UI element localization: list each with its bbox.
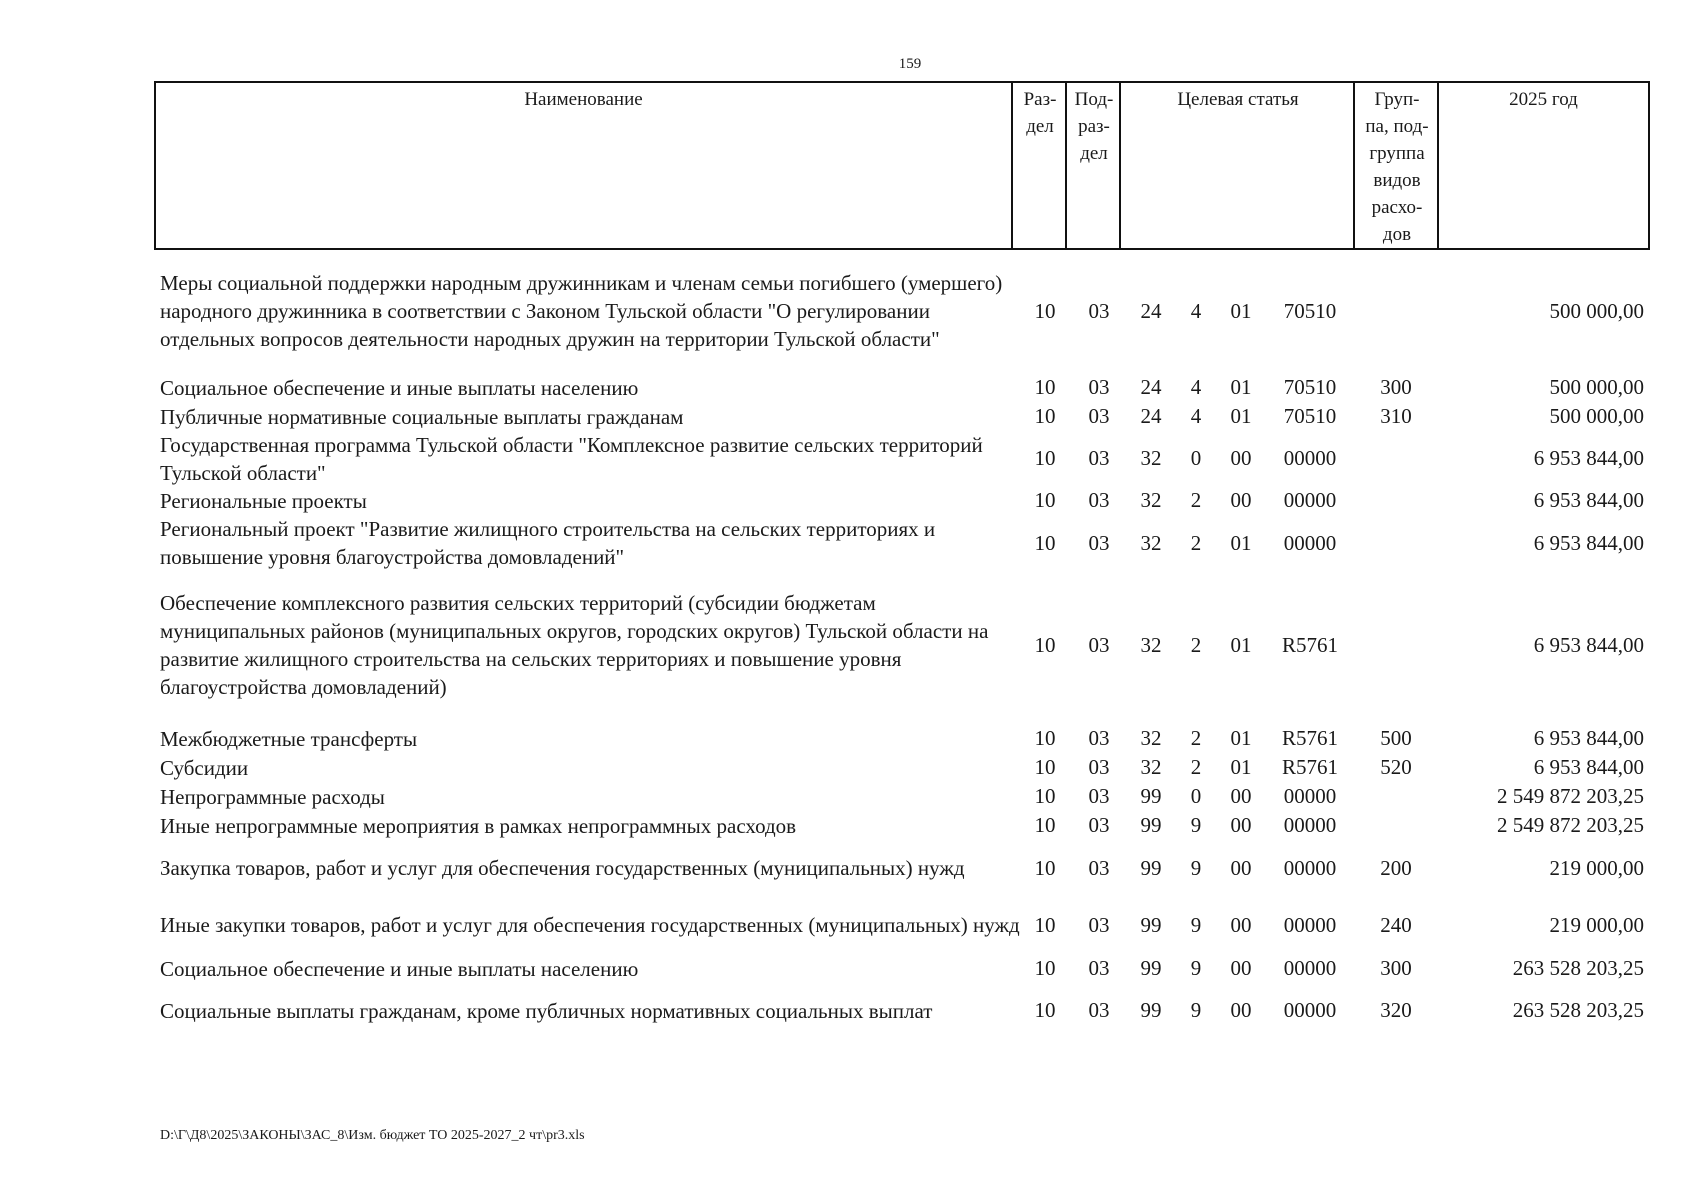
row-amount: 6 953 844,00 [1533,488,1644,512]
row-razdel: 10 [1034,784,1056,808]
row-p4: 00000 [1283,813,1337,837]
row-name: Иные закупки товаров, работ и услуг для обеспечения государственных (муниципальных) нужд [160,913,1020,937]
header-year-label: 2025 год [1509,89,1578,110]
row-amount: 6 953 844,00 [1533,755,1644,779]
row-podrazdel: 03 [1088,530,1110,555]
row-vid [1354,586,1438,704]
header-vid-line: группа [1369,143,1425,164]
row-name: Субсидии [160,755,249,780]
row-amount: 263 528 203,25 [1512,998,1644,1022]
header-name [156,83,1011,248]
row-vid: 520 [1380,755,1412,779]
row-p3: 00 [1230,912,1252,937]
row-p2: 9 [1190,912,1202,937]
row-p2: 2 [1190,755,1202,779]
row-name: Социальные выплаты гражданам, кроме публичных нормативных социальных выплат [160,998,933,1023]
row-podrazdel: 03 [1088,488,1110,512]
table-row [158,486,1650,515]
row-amount: 263 528 203,25 [1512,956,1644,980]
row-p2: 9 [1190,998,1202,1022]
row-podrazdel: 03 [1088,404,1110,428]
row-podrazdel: 03 [1088,375,1110,399]
row-p4: 00000 [1283,530,1337,555]
row-podrazdel: 03 [1088,298,1110,323]
row-p1: 32 [1140,755,1162,779]
row-p1: 99 [1140,998,1162,1022]
row-amount: 2 549 872 203,25 [1497,784,1644,808]
row-podrazdel: 03 [1088,855,1110,880]
row-podrazdel: 03 [1088,956,1110,980]
row-podrazdel: 03 [1088,726,1110,750]
row-vid: 200 [1380,855,1412,880]
table-row [158,983,1650,1038]
header-podrazdel [1065,83,1121,248]
row-vid: 500 [1380,726,1412,750]
row-name: Обеспечение комплексного развития сельских территорий (субсидии бюджетам муниципальных районов (муниципальных округов, городских округов) Тульской области на развитие жилищного строительства на сельских территориях и повышение уровня благоустройства домовладений) [160,591,989,699]
row-p3: 00 [1230,855,1252,880]
header-vid-line: па, под- [1365,116,1429,137]
row-podrazdel: 03 [1088,755,1110,779]
page-number: 159 [898,56,922,72]
row-vid [1354,252,1438,370]
row-amount: 2 549 872 203,25 [1497,813,1644,837]
row-name: Региональные проекты [160,488,367,513]
row-p2: 9 [1190,956,1202,980]
row-amount: 6 953 844,00 [1533,726,1644,750]
row-p3: 01 [1230,726,1252,750]
row-podrazdel: 03 [1088,912,1110,937]
row-name: Непрограммные расходы [160,784,385,809]
row-name: Публичные нормативные социальные выплаты гражданам [160,404,684,429]
row-p1: 99 [1140,912,1162,937]
row-p3: 00 [1230,998,1252,1022]
row-razdel: 10 [1034,912,1056,937]
row-amount: 6 953 844,00 [1533,632,1644,657]
row-p2: 2 [1190,726,1202,750]
row-amount: 500 000,00 [1549,298,1644,323]
row-p2: 2 [1190,488,1202,512]
row-vid [1354,486,1438,515]
row-name: Социальное обеспечение и иные выплаты населению [160,956,639,981]
header-year [1437,83,1648,248]
header-podrazdel-line: дел [1080,143,1108,164]
header-name-label: Наименование [524,89,643,110]
row-vid: 300 [1380,375,1412,399]
row-p3: 01 [1230,632,1252,657]
row-p4: R5761 [1281,726,1338,750]
table-row [158,431,1650,486]
row-amount: 219 000,00 [1549,912,1644,937]
row-p4: 70510 [1283,404,1337,428]
table-row [158,840,1650,896]
row-p4: 00000 [1283,488,1337,512]
row-razdel: 10 [1034,726,1056,750]
row-name: Закупка товаров, работ и услуг для обеспечения государственных (муниципальных) нужд [160,856,965,880]
header-target [1119,83,1355,248]
header-razdel-line: Раз- [1023,89,1057,110]
row-podrazdel: 03 [1088,998,1110,1022]
row-p3: 01 [1230,298,1252,323]
header-podrazdel-line: раз- [1078,116,1110,137]
row-p1: 32 [1140,726,1162,750]
row-p3: 01 [1230,404,1252,428]
file-path: D:\Г\Д8\2025\ЗАКОНЫ\ЗАС_8\Изм. бюджет ТО 2025-2027_2 чт\pr3.xls [160,1128,585,1143]
row-p3: 00 [1230,956,1252,980]
row-p2: 9 [1190,855,1202,880]
row-vid [1354,431,1438,486]
row-name: Меры социальной поддержки народным дружинникам и членам семьи погибшего (умершего) народного дружинника в соответствии с Законом Тульской области "О регулировании отдельных вопросов деятельности народных дружин на территории Тульской области" [160,271,1003,351]
row-podrazdel: 03 [1088,784,1110,808]
row-amount: 500 000,00 [1549,375,1644,399]
row-amount: 6 953 844,00 [1533,530,1644,555]
row-razdel: 10 [1034,404,1056,428]
row-razdel: 10 [1034,813,1056,837]
row-p2: 0 [1190,446,1202,470]
row-p1: 99 [1140,784,1162,808]
row-p1: 32 [1140,632,1162,657]
row-p4: R5761 [1281,755,1338,779]
row-razdel: 10 [1034,446,1056,470]
row-vid: 310 [1380,404,1412,428]
table-row [158,724,1650,753]
row-razdel: 10 [1034,375,1056,399]
row-p3: 00 [1230,813,1252,837]
row-razdel: 10 [1034,530,1056,555]
table-row [158,782,1650,811]
header-target-label: Целевая статья [1177,89,1299,110]
row-name: Социальное обеспечение и иные выплаты населению [160,375,639,400]
row-podrazdel: 03 [1088,813,1110,837]
row-p4: 70510 [1283,375,1337,399]
row-p1: 99 [1140,855,1162,880]
row-p4: 00000 [1283,446,1337,470]
row-p2: 9 [1190,813,1202,837]
header-vid-line: Груп- [1374,89,1420,110]
table-row [158,252,1650,370]
row-razdel: 10 [1034,488,1056,512]
header-vid-line: дов [1382,224,1412,245]
row-name: Иные непрограммные мероприятия в рамках непрограммных расходов [160,813,797,838]
row-razdel: 10 [1034,755,1056,779]
row-p1: 24 [1140,404,1162,428]
table-row [158,811,1650,840]
header-vid-line: расхо- [1371,197,1423,218]
row-p1: 32 [1140,446,1162,470]
row-p1: 24 [1140,298,1162,323]
header-vid [1353,83,1439,248]
row-p1: 32 [1140,530,1162,555]
row-p2: 4 [1190,404,1202,428]
row-p4: 70510 [1283,298,1337,323]
row-vid: 240 [1380,912,1412,937]
header-podrazdel-line: Под- [1074,89,1114,110]
table-row [158,954,1650,983]
row-p4: 00000 [1283,912,1337,937]
row-podrazdel: 03 [1088,446,1110,470]
row-p3: 01 [1230,530,1252,555]
row-razdel: 10 [1034,855,1056,880]
header-vid-line: видов [1373,170,1421,191]
row-name: Региональный проект "Развитие жилищного строительства на сельских территориях и повышение уровня благоустройства домовладений" [160,517,936,569]
row-name: Государственная программа Тульской области "Комплексное развитие сельских территорий Тульской области" [160,432,983,485]
row-name: Межбюджетные трансферты [160,726,418,751]
row-p4: 00000 [1283,855,1337,880]
row-p3: 01 [1230,755,1252,779]
row-p3: 00 [1230,784,1252,808]
table-row [158,753,1650,782]
row-p3: 01 [1230,375,1252,399]
row-p1: 99 [1140,956,1162,980]
row-p4: 00000 [1283,956,1337,980]
table-row [158,586,1650,704]
row-vid: 320 [1380,998,1412,1022]
row-p2: 4 [1190,298,1202,323]
row-vid: 300 [1380,956,1412,980]
row-amount: 500 000,00 [1549,404,1644,428]
row-p4: 00000 [1283,998,1337,1022]
row-p1: 99 [1140,813,1162,837]
row-razdel: 10 [1034,632,1056,657]
row-amount: 219 000,00 [1549,855,1644,880]
table-row [158,515,1650,571]
row-p3: 00 [1230,488,1252,512]
row-vid [1354,782,1438,811]
row-amount: 6 953 844,00 [1533,446,1644,470]
table-row [158,373,1650,402]
row-razdel: 10 [1034,956,1056,980]
row-p3: 00 [1230,446,1252,470]
row-p1: 24 [1140,375,1162,399]
table-row [158,402,1650,431]
table-header [154,81,1650,250]
row-p4: R5761 [1281,632,1338,657]
row-p2: 2 [1190,632,1202,657]
table-row [158,897,1650,953]
header-razdel [1011,83,1067,248]
row-razdel: 10 [1034,298,1056,323]
row-vid [1354,811,1438,840]
header-razdel-line: дел [1026,116,1054,137]
row-podrazdel: 03 [1088,632,1110,657]
row-razdel: 10 [1034,998,1056,1022]
row-p4: 00000 [1283,784,1337,808]
row-vid [1354,515,1438,571]
row-p2: 0 [1190,784,1202,808]
row-p1: 32 [1140,488,1162,512]
row-p2: 4 [1190,375,1202,399]
row-p2: 2 [1190,530,1202,555]
